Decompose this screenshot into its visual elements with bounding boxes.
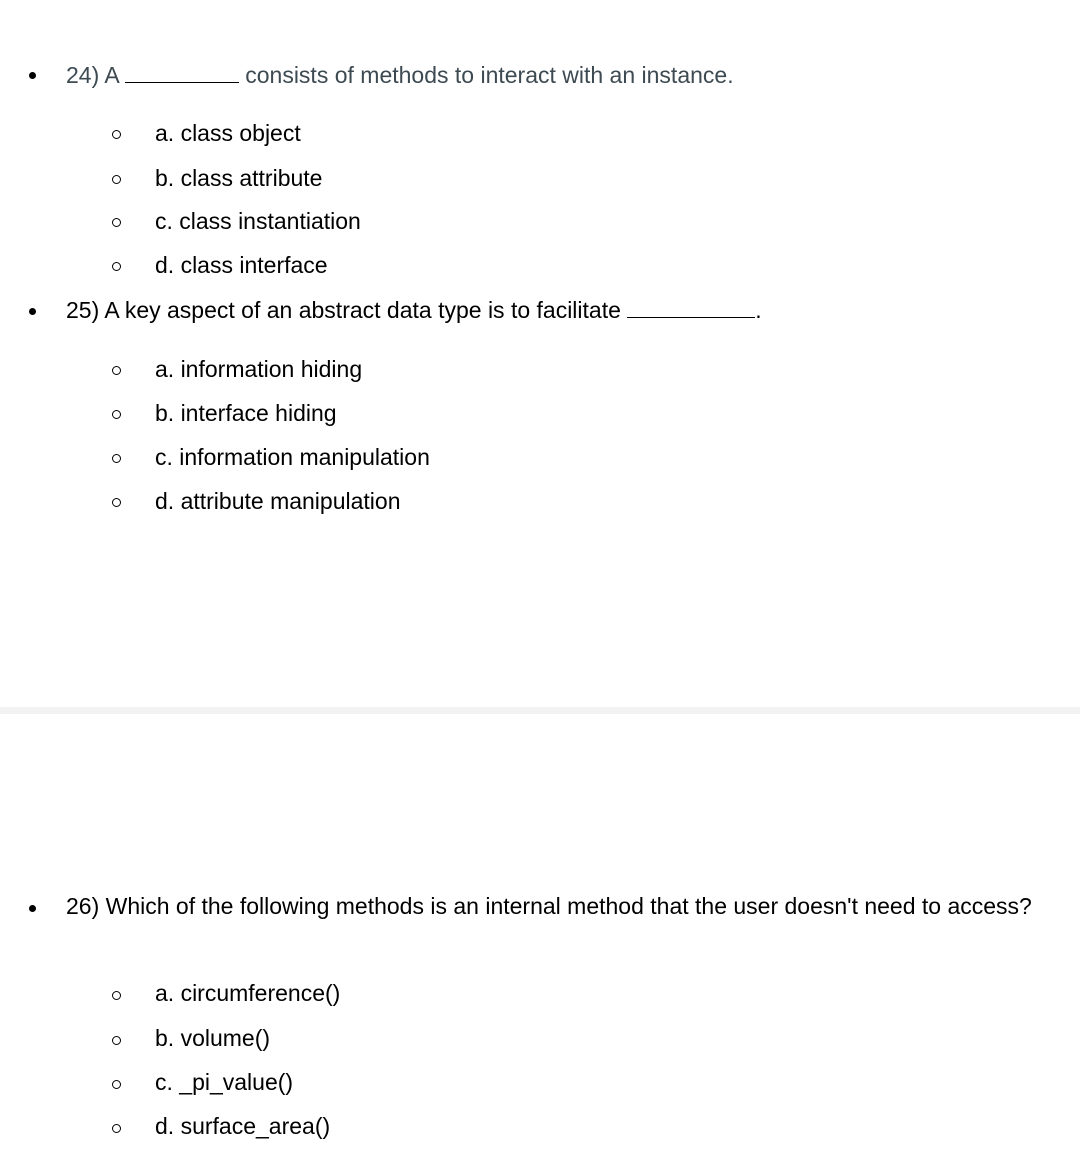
question-bullet [29,72,36,79]
page-divider [0,707,1080,714]
option-circle [112,130,121,139]
option-d[interactable]: d. class interface [155,252,328,278]
question-page-bottom [0,714,1080,1153]
question-prefix: A key aspect of an abstract data type is to facilitate [104,297,621,323]
question-24-text [66,60,734,90]
option-circle [112,454,121,463]
option-circle [112,498,121,507]
question-bullet [29,905,36,912]
answer-blank [627,295,755,318]
option-circle [112,1124,121,1133]
option-circle [112,175,121,184]
question-suffix: . [755,297,762,323]
option-circle [112,1080,121,1089]
option-a[interactable]: a. class object [155,120,301,146]
option-circle [112,410,121,419]
option-circle [112,991,121,1000]
option-b[interactable]: b. class attribute [155,165,323,191]
option-circle [112,218,121,227]
question-body: Which of the following methods is an internal method that the user doesn't need to access? [105,893,1032,919]
option-d[interactable]: d. attribute manipulation [155,488,401,514]
option-c[interactable]: c. information manipulation [155,444,430,470]
question-number: 26) [66,893,100,919]
question-26-text [66,891,1056,921]
option-b[interactable]: b. volume() [155,1025,271,1051]
option-b[interactable]: b. interface hiding [155,400,337,426]
option-circle [112,366,121,375]
option-a[interactable]: a. information hiding [155,356,363,382]
answer-blank [125,60,239,83]
question-suffix: consists of methods to interact with an instance. [245,62,734,88]
option-d[interactable]: d. surface_area() [155,1113,331,1139]
question-number: 24) [66,62,100,88]
option-circle [112,262,121,271]
question-25-text [66,295,762,325]
question-prefix: A [104,62,119,88]
option-a[interactable]: a. circumference() [155,980,341,1006]
option-c[interactable]: c. class instantiation [155,208,361,234]
option-c[interactable]: c. _pi_value() [155,1069,294,1095]
option-circle [112,1036,121,1045]
question-number: 25) [66,297,100,323]
question-bullet [29,308,36,315]
